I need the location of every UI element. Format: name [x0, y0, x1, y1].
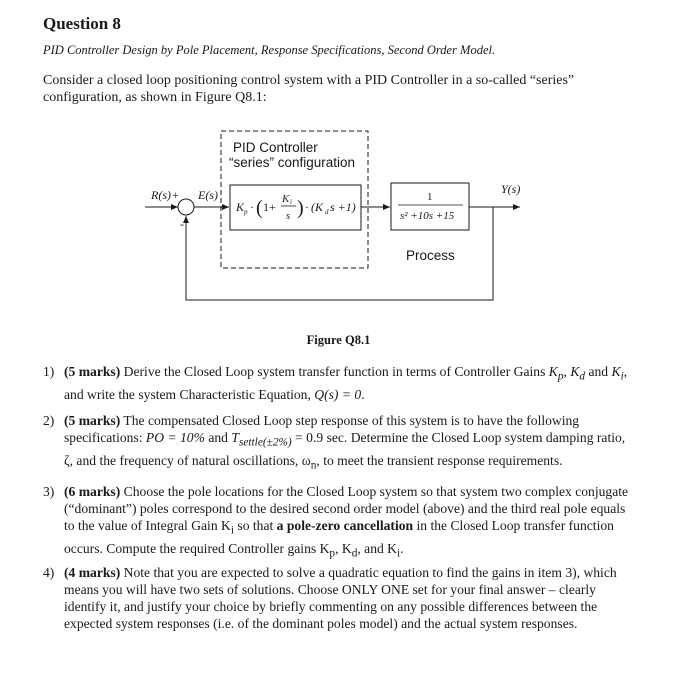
question-item-4: 4) (4 marks) Note that you are expected to solve a quadratic equation to find the gains in item 3), which means you will have two sets of solutions. Choose ONLY ONE set for your final answer – clearly identify it, and justify your choice by briefly commenting on any possible differences between the expected system responses (i.e. of the dominant poles model) and the actual system responses.	[43, 565, 617, 631]
item-number: 1)	[43, 364, 55, 379]
figure-caption: Figure Q8.1	[306, 333, 371, 347]
svg-text:d: d	[325, 208, 329, 216]
svg-text:i: i	[290, 198, 292, 206]
summing-junction	[178, 199, 194, 215]
item-marks: (5 marks)	[64, 364, 121, 379]
pid-label-line1: PID Controller	[233, 140, 318, 155]
svg-text:K: K	[282, 193, 290, 205]
plant-denominator: s² +10s +15	[400, 210, 455, 222]
svg-text:K: K	[236, 200, 245, 214]
question-item-3: 3) (6 marks) Choose the pole locations for the Closed Loop system so that system two complex conjugate (“dominant”) poles correspond to the desired second order model (above) and the third real pole equals to the value of Integral Gain $K_i$ so that a pole-zero cancellation in the Closed Loop transfer function occurs. Compute the required Controller gains $K_p$, $K_d$, and $K_i$.	[43, 484, 629, 560]
item-number: 4)	[43, 565, 55, 580]
svg-text:s +1): s +1)	[330, 200, 356, 214]
item-number: 3)	[43, 484, 55, 499]
item-number: 2)	[43, 413, 55, 428]
plus-sign: +	[172, 188, 179, 202]
question-item-1: 1) (5 marks) Derive the Closed Loop system transfer function in terms of Controller Gains $K_p$, $K_d$ and $K_i$, and write the system Characteristic Equation, Q(s) = 0.	[43, 364, 628, 402]
minus-sign: -	[180, 217, 184, 231]
block-diagram	[0, 0, 677, 330]
question-heading: Question 8	[43, 14, 121, 33]
svg-text:p: p	[244, 208, 248, 216]
item-marks: (6 marks)	[64, 484, 121, 499]
svg-text:s: s	[286, 210, 291, 222]
pid-label-line2: “series” configuration	[229, 155, 356, 170]
question-item-2: 2) (5 marks) The compensated Closed Loop step response of this system is to have the following specifications: PO = 10% and $T_{settle(\pm 2\%)} = 0.9$ sec. Determine the Closed Loop system damping ratio, ζ, and the frequency of natural oscillations, $\omega_n$, to meet the transient response requirements.	[43, 413, 626, 472]
input-label: R(s)	[151, 188, 171, 202]
item-marks: (4 marks)	[64, 565, 121, 580]
plant-numerator: 1	[427, 191, 433, 203]
question-intro: Consider a closed loop positioning control system with a PID Controller in a so-called “series” configuration, as shown in Figure Q8.1:	[43, 73, 575, 105]
error-label: E(s)	[198, 188, 218, 202]
output-label: Y(s)	[501, 182, 521, 196]
item-marks: (5 marks)	[64, 413, 121, 428]
svg-text:1+: 1+	[263, 200, 276, 214]
process-label: Process	[406, 248, 455, 263]
svg-text:(K: (K	[311, 200, 323, 214]
svg-text:·: ·	[305, 200, 309, 214]
svg-text:): )	[297, 197, 304, 219]
svg-text:(: (	[256, 197, 263, 219]
question-subtitle: PID Controller Design by Pole Placement, Response Specifications, Second Order Model.	[43, 43, 496, 57]
svg-text:·: ·	[250, 200, 254, 214]
